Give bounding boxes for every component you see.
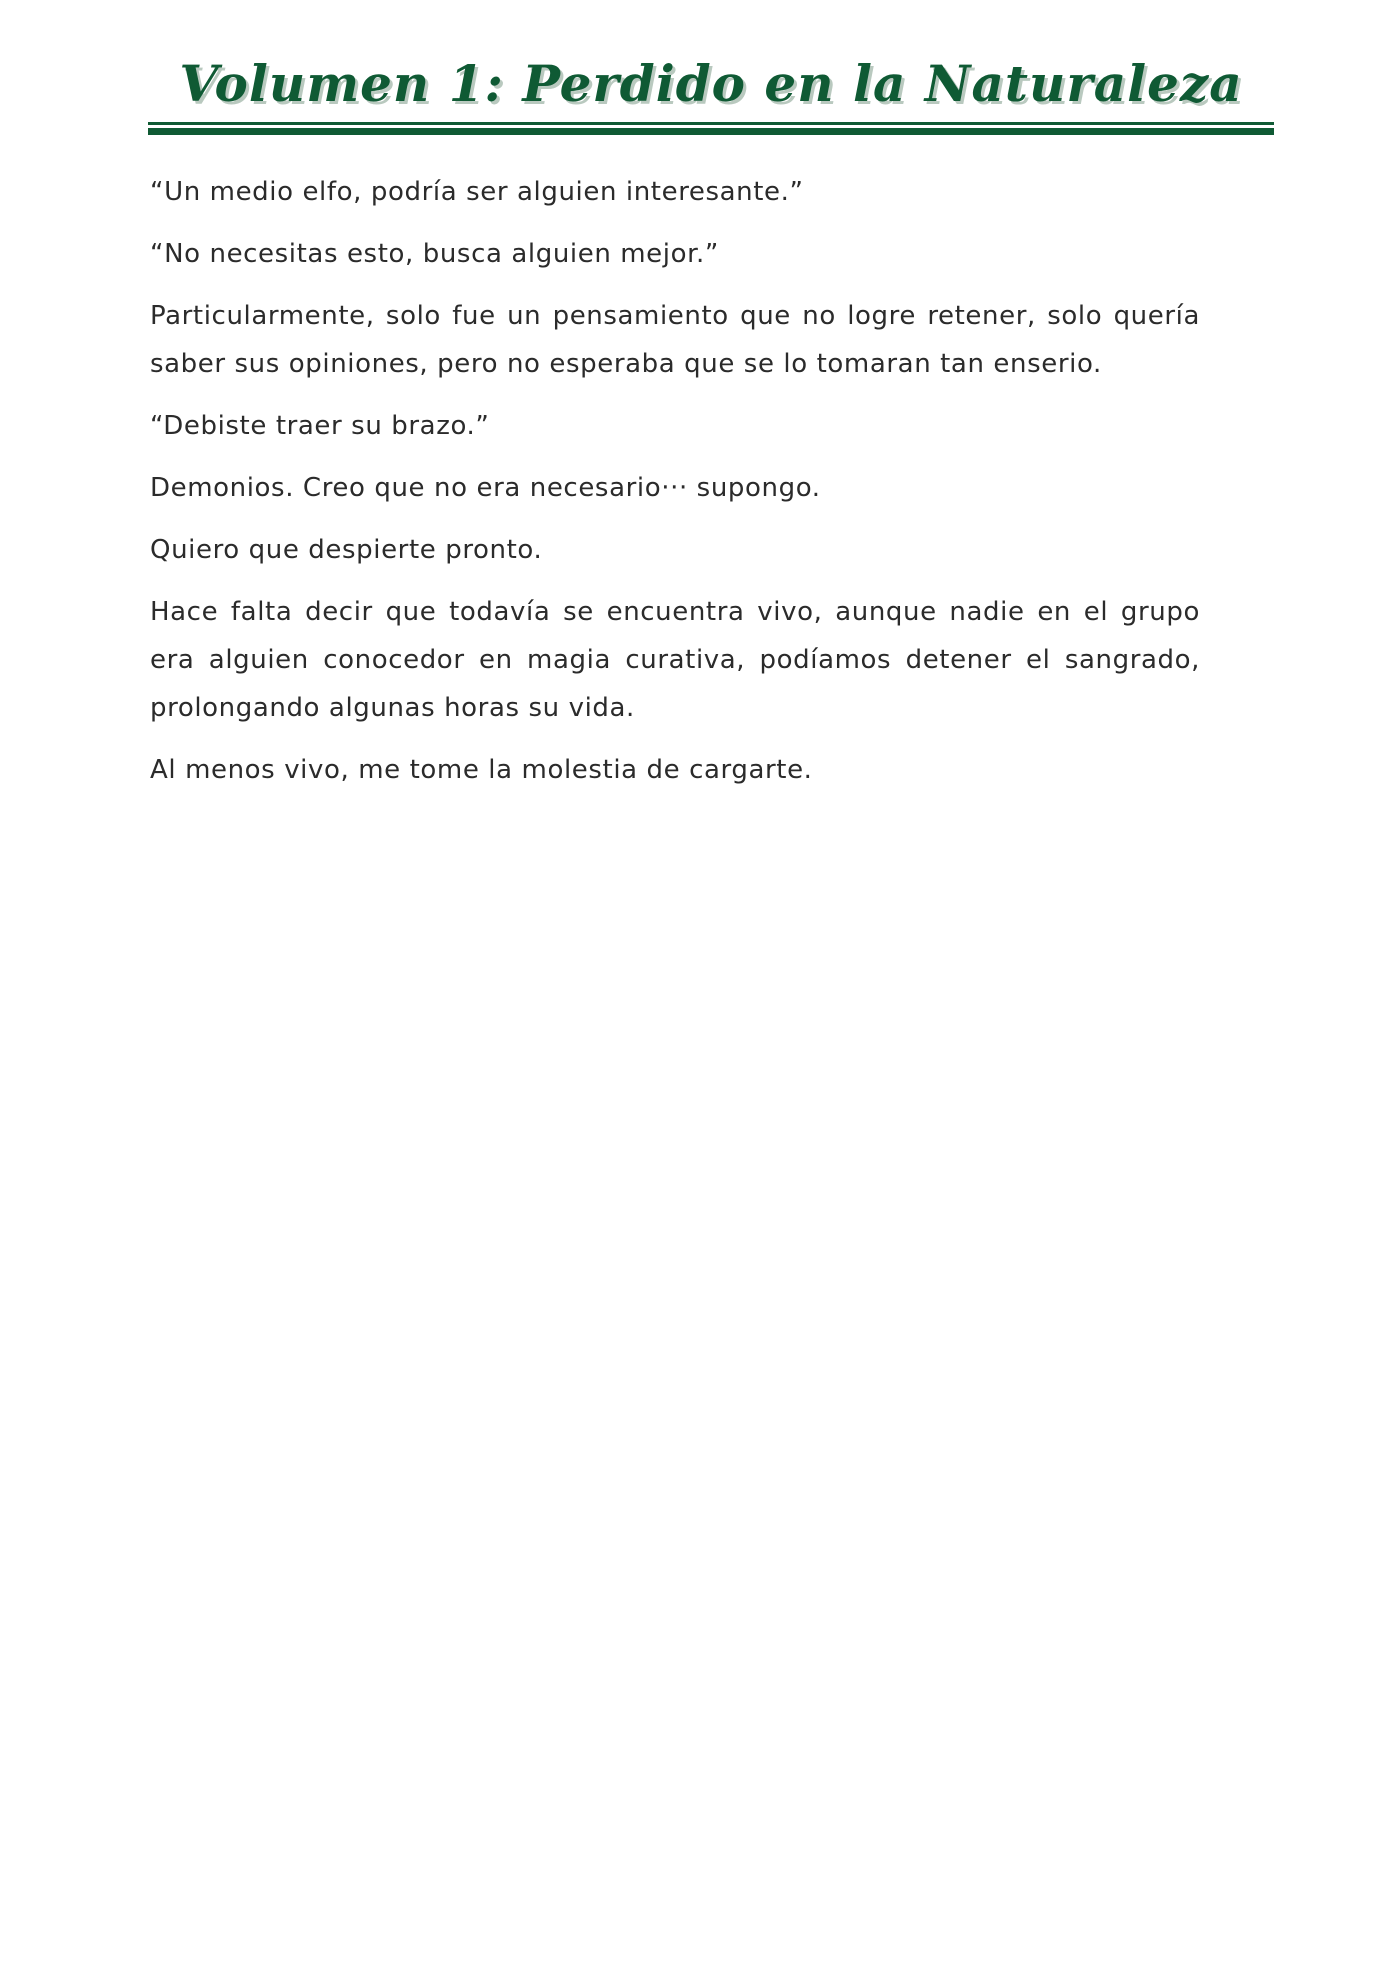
body-text — [150, 168, 1200, 808]
header-rule-thin — [148, 122, 1274, 125]
paragraph: Al menos vivo, me tome la molestia de cargarte. — [150, 755, 813, 785]
paragraph: Particularmente, solo fue un pensamiento que no logre retener, solo quería saber sus opiniones, pero no esperaba que se lo tomaran tan enserio. — [150, 301, 1200, 379]
header-rule-thick — [148, 128, 1274, 135]
paragraph: “No necesitas esto, busca alguien mejor.” — [150, 239, 719, 269]
paragraph: Demonios. Creo que no era necesario··· supongo. — [150, 473, 821, 503]
paragraph: “Debiste traer su brazo.” — [150, 411, 490, 441]
paragraph: Quiero que despierte pronto. — [150, 535, 543, 565]
page-title: Volumen 1: Perdido en la Naturaleza — [179, 54, 1243, 113]
paragraph: “Un medio elfo, podría ser alguien interesante.” — [150, 177, 804, 207]
page-header — [148, 52, 1274, 135]
paragraph: Hace falta decir que todavía se encuentra vivo, aunque nadie en el grupo era alguien conocedor en magia curativa, podíamos detener el sangrado, prolongando algunas horas su vida. — [150, 597, 1200, 723]
